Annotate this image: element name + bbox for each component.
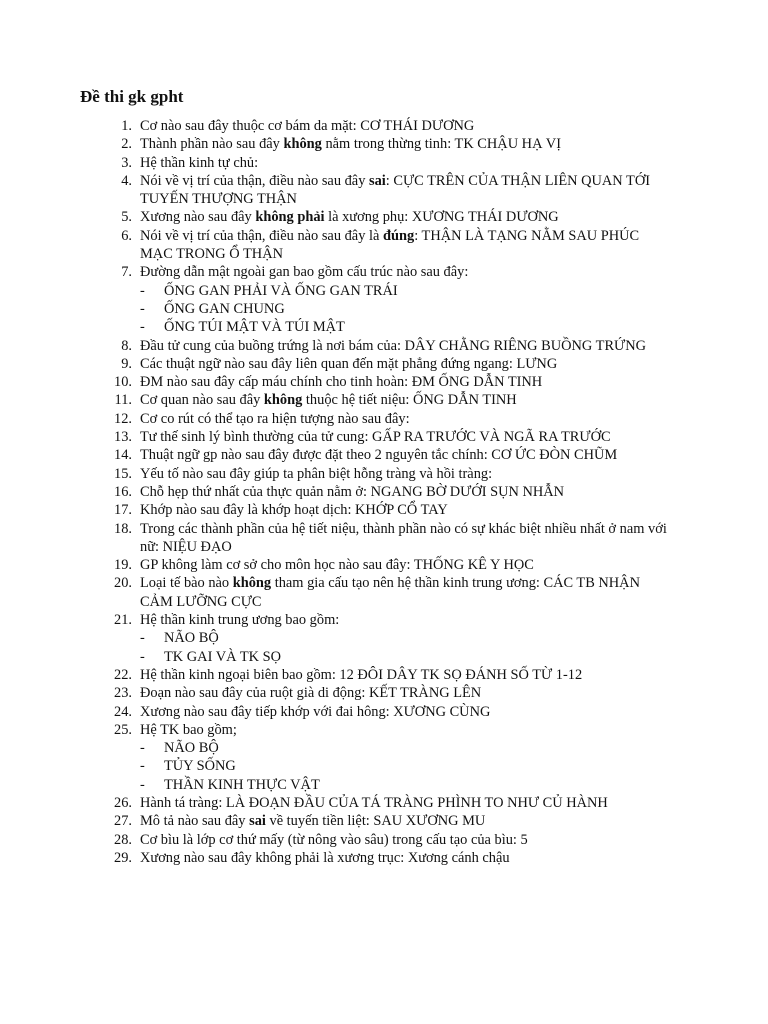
question-text-segment: Xương nào sau đây [140, 209, 256, 226]
question-number: 27. [114, 813, 132, 830]
answer-subitem [140, 629, 670, 647]
question-text-segment: tham gia cấu tạo nên hệ thần kinh trung ương: CÁC TB NHẬN CẢM LƯỠNG CỰC [140, 575, 640, 610]
question-number: 18. [114, 520, 132, 537]
answer-subitem-text: ỐNG TÚI MẬT VÀ TÚI MẬT [164, 319, 345, 336]
question-number: 7. [121, 264, 132, 281]
question-number: 5. [121, 209, 132, 226]
answer-subitem [140, 318, 670, 336]
answer-subitem [140, 282, 670, 300]
question-number: 22. [114, 666, 132, 683]
question-text [140, 429, 611, 445]
question-emphasis: không [283, 136, 322, 153]
question-text-segment: Hệ thần kinh trung ương bao gồm: [140, 612, 340, 629]
question-emphasis: không phải [255, 209, 325, 226]
question-text [140, 118, 474, 134]
question-text-segment: Nói về vị trí của thận, điều nào sau đây là [140, 227, 383, 244]
question-text-segment: Đường dẫn mật ngoài gan bao gồm cấu trúc nào sau đây: [140, 264, 469, 281]
answer-subitem-text: ỐNG GAN CHUNG [164, 300, 285, 317]
question-text-segment: về tuyến tiền liệt: SAU XƯƠNG MU [265, 813, 486, 830]
question-item [100, 337, 670, 355]
dash-marker: - [140, 630, 145, 647]
answer-subitem [140, 300, 670, 318]
question-text-segment: Chỗ hẹp thứ nhất của thực quản nằm ở: NGANG BỜ DƯỚI SỤN NHẪN [140, 483, 565, 500]
question-item [100, 831, 670, 849]
answer-subitem-text: ỐNG GAN PHẢI VÀ ỐNG GAN TRÁI [164, 282, 398, 299]
question-item [100, 684, 670, 702]
question-item [100, 172, 670, 209]
question-emphasis: sai [249, 813, 266, 830]
question-item [100, 154, 670, 172]
dash-marker: - [140, 282, 145, 299]
question-text [140, 813, 485, 829]
question-text-segment: Cơ quan nào sau đây [140, 392, 264, 409]
question-text [140, 575, 640, 609]
question-item [100, 428, 670, 446]
question-number: 23. [114, 685, 132, 702]
page-title: Đề thi gk gpht [80, 87, 184, 106]
question-text [140, 338, 646, 354]
answer-sublist [140, 629, 670, 666]
question-number: 4. [121, 172, 132, 189]
question-item [100, 501, 670, 519]
question-item [100, 611, 670, 666]
question-item [100, 849, 670, 867]
question-number: 13. [114, 429, 132, 446]
question-number: 17. [114, 502, 132, 519]
question-item [100, 556, 670, 574]
question-number: 6. [121, 227, 132, 244]
question-number: 16. [114, 483, 132, 500]
question-text-segment: ĐM nào sau đây cấp máu chính cho tinh hoàn: ĐM ỐNG DẪN TINH [140, 374, 543, 391]
answer-subitem-text: THẦN KINH THỰC VẬT [164, 776, 320, 793]
dash-marker: - [140, 319, 145, 336]
question-text-segment: Yếu tố nào sau đây giúp ta phân biệt hỗng tràng và hồi tràng: [140, 465, 493, 482]
question-number: 3. [121, 154, 132, 171]
question-text-segment: Khớp nào sau đây là khớp hoạt dịch: KHỚP CỔ TAY [140, 502, 448, 519]
question-text-segment: : THẬN LÀ TẠNG NẰM SAU PHÚC MẠC TRONG Ổ THẬN [140, 227, 640, 263]
question-text-segment: Hệ thần kinh ngoại biên bao gồm: 12 ĐÔI DÂY TK SỌ ĐÁNH SỐ TỪ 1-12 [140, 666, 583, 683]
question-item [100, 574, 670, 611]
question-text [140, 155, 258, 171]
question-item [100, 227, 670, 264]
question-text-segment: Mô tả nào sau đây [140, 813, 250, 830]
question-text [140, 411, 410, 427]
question-text-segment: Cơ bìu là lớp cơ thứ mấy (từ nông vào sâu) trong cấu tạo của bìu: 5 [140, 831, 528, 848]
question-text-segment: Các thuật ngữ nào sau đây liên quan đến mặt phẳng đứng ngang: LƯNG [140, 355, 558, 372]
question-text [140, 209, 559, 225]
question-item [100, 117, 670, 135]
question-text-segment: Đầu tử cung của buồng trứng là nơi bám của: DÂY CHẰNG RIÊNG BUỒNG TRỨNG [140, 337, 646, 354]
question-number: 19. [114, 557, 132, 574]
answer-subitem-text: NÃO BỘ [164, 740, 219, 757]
question-text-segment: Thành phần nào sau đây [140, 136, 284, 153]
dash-marker: - [140, 648, 145, 665]
question-number: 14. [114, 447, 132, 464]
question-list [100, 117, 670, 867]
question-text [140, 521, 667, 555]
question-text-segment: Đoạn nào sau đây của ruột già di động: KẾT TRÀNG LÊN [140, 685, 482, 702]
question-emphasis: không [263, 392, 303, 409]
question-number: 9. [121, 355, 132, 372]
question-text-segment: Xương nào sau đây tiếp khớp với đai hông: XƯƠNG CÙNG [140, 703, 491, 720]
question-text [140, 392, 517, 408]
question-text [140, 136, 561, 152]
question-number: 26. [114, 794, 132, 811]
question-item [100, 208, 670, 226]
question-text-segment: Hệ thần kinh tự chủ: [140, 154, 259, 171]
question-number: 1. [121, 118, 132, 134]
answer-subitem [140, 739, 670, 757]
question-text-segment: Thuật ngữ gp nào sau đây được đặt theo 2 nguyên tắc chính: CƠ ỨC ĐÒN CHŨM [140, 447, 618, 464]
question-text-segment: Nói về vị trí của thận, điều nào sau đây [140, 172, 369, 189]
question-text-segment: Hành tá tràng: LÀ ĐOẠN ĐẦU CỦA TÁ TRÀNG PHÌNH TO NHƯ CỦ HÀNH [140, 794, 608, 811]
answer-subitem-text: TK GAI VÀ TK SỌ [164, 648, 281, 665]
question-text [140, 374, 542, 390]
question-text-segment: Hệ TK bao gồm; [140, 721, 237, 738]
question-number: 15. [114, 465, 132, 482]
question-number: 24. [114, 703, 132, 720]
question-text [140, 612, 339, 628]
question-text [140, 557, 534, 573]
question-item [100, 666, 670, 684]
question-number: 11. [114, 392, 132, 409]
question-text [140, 685, 481, 701]
question-item [100, 135, 670, 153]
answer-subitem-text: NÃO BỘ [164, 630, 219, 647]
question-item [100, 520, 670, 557]
question-text [140, 484, 564, 500]
question-item [100, 391, 670, 409]
question-text [140, 466, 492, 482]
answer-subitem [140, 776, 670, 794]
question-number: 20. [114, 575, 132, 592]
question-text [140, 832, 528, 848]
answer-sublist [140, 739, 670, 794]
question-item [100, 721, 670, 794]
question-number: 21. [114, 612, 132, 629]
question-text [140, 173, 650, 207]
question-number: 28. [114, 831, 132, 848]
question-text-segment: : CỰC TRÊN CỦA THẬN LIÊN QUAN TỚI TUYẾN THƯỢNG THẬN [140, 172, 650, 208]
question-number: 2. [121, 136, 132, 153]
question-text [140, 447, 617, 463]
question-number: 8. [121, 337, 132, 354]
question-emphasis: sai [369, 172, 386, 189]
question-text-segment: GP không làm cơ sở cho môn học nào sau đây: THỐNG KÊ Y HỌC [140, 557, 534, 574]
question-number: 12. [114, 410, 132, 427]
question-item [100, 703, 670, 721]
question-item [100, 373, 670, 391]
question-item [100, 410, 670, 428]
question-text-segment: Cơ nào sau đây thuộc cơ bám da mặt: CƠ THÁI DƯƠNG [140, 118, 475, 134]
question-item [100, 263, 670, 336]
question-number: 25. [114, 721, 132, 738]
answer-subitem [140, 757, 670, 775]
question-emphasis: đúng [382, 227, 415, 244]
question-item [100, 355, 670, 373]
question-text-segment: thuộc hệ tiết niệu: ỐNG DẪN TINH [302, 392, 517, 409]
question-text-segment: nằm trong thừng tinh: TK CHẬU HẠ VỊ [321, 136, 561, 153]
question-text-segment: Xương nào sau đây không phải là xương trục: Xương cánh chậu [140, 849, 510, 866]
question-number: 10. [114, 374, 132, 391]
question-item [100, 465, 670, 483]
question-text [140, 502, 448, 518]
answer-subitem [140, 648, 670, 666]
question-item [100, 483, 670, 501]
question-text-segment: Cơ co rút có thể tạo ra hiện tượng nào sau đây: [140, 410, 410, 427]
question-text-segment: là xương phụ: XƯƠNG THÁI DƯƠNG [324, 209, 559, 226]
dash-marker: - [140, 740, 145, 757]
question-text [140, 356, 557, 372]
answer-subitem-text: TỦY SỐNG [164, 758, 236, 775]
question-item [100, 812, 670, 830]
question-text [140, 722, 237, 738]
question-text [140, 264, 468, 280]
question-text [140, 667, 582, 683]
question-text [140, 228, 639, 262]
question-number: 29. [114, 849, 132, 866]
dash-marker: - [140, 758, 145, 775]
question-text [140, 704, 490, 720]
question-item [100, 446, 670, 464]
question-text-segment: Trong các thành phần của hệ tiết niệu, thành phần nào có sự khác biệt nhiều nhất ở nam với nữ: NIỆU ĐẠO [140, 520, 667, 555]
question-text-segment: Loại tế bào nào [140, 575, 233, 592]
question-text-segment: Tư thế sinh lý bình thường của tử cung: GẤP RA TRƯỚC VÀ NGÃ RA TRƯỚC [140, 429, 611, 446]
dash-marker: - [140, 776, 145, 793]
question-text [140, 850, 510, 866]
question-item [100, 794, 670, 812]
dash-marker: - [140, 300, 145, 317]
answer-sublist [140, 282, 670, 337]
question-text [140, 795, 608, 811]
question-emphasis: không [232, 575, 272, 592]
